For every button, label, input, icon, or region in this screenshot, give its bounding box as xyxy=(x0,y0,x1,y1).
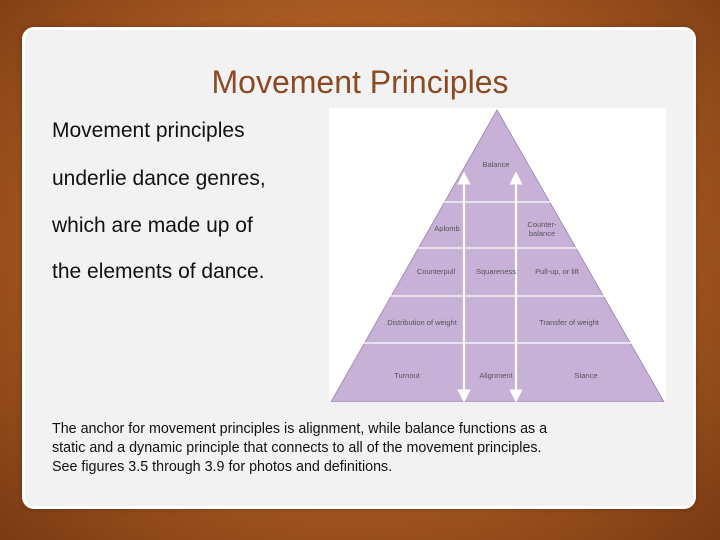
footer-line-3: See figures 3.5 through 3.9 for photos and definitions. xyxy=(52,459,393,475)
body-line-4: the elements of dance. xyxy=(52,260,265,283)
label-distribution: Distribution of weight xyxy=(387,318,457,327)
label-counterbalance-2: balance xyxy=(528,229,556,238)
pyramid-figure xyxy=(329,108,666,402)
pyramid-shape xyxy=(331,110,664,402)
label-turnout: Turnout xyxy=(394,371,420,380)
pyramid-diagram xyxy=(329,108,666,402)
body-line-2: underlie dance genres, xyxy=(52,167,266,190)
footer-text xyxy=(52,420,672,477)
label-squareness: Squareness xyxy=(475,267,517,276)
label-pullup: Pull-up, or lift xyxy=(535,267,579,276)
label-aplomb: Aplomb xyxy=(434,224,460,233)
footer-line-2: static and a dynamic principle that connects to all of the movement principles. xyxy=(52,440,542,456)
footer-line-1: The anchor for movement principles is alignment, while balance functions as a xyxy=(52,421,548,437)
body-line-3: which are made up of xyxy=(52,214,253,237)
body-line-1: Movement principles xyxy=(52,119,245,142)
label-stance: Stance xyxy=(574,371,598,380)
label-balance: Balance xyxy=(482,160,510,169)
label-counterpull: Counterpull xyxy=(416,267,456,276)
slide-title: Movement Principles xyxy=(211,64,509,100)
label-alignment: Alignment xyxy=(479,371,513,380)
label-transfer: Transfer of weight xyxy=(539,318,599,327)
label-counterbalance-1: Counter- xyxy=(527,220,557,229)
